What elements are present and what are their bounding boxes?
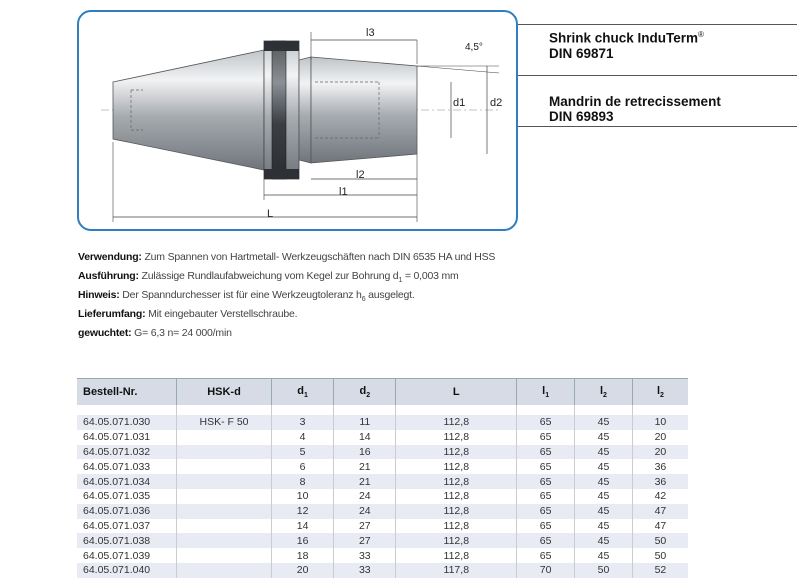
table-header-row — [77, 379, 688, 406]
table-cell: 6 — [272, 459, 334, 474]
technical-drawing-frame — [77, 10, 518, 231]
col-header: $d_2$ — [334, 379, 396, 406]
table-cell: 45 — [575, 445, 633, 460]
table-cell: 50 — [575, 563, 633, 578]
table-cell: 45 — [575, 430, 633, 445]
table-row — [77, 415, 688, 430]
table-cell: 50 — [632, 548, 688, 563]
title-divider-bottom — [518, 126, 797, 127]
table-cell: 112,8 — [396, 445, 517, 460]
dimension-l3-label: l3 — [366, 27, 375, 39]
table-cell: 64.05.071.038 — [77, 533, 177, 548]
table-row — [77, 459, 688, 474]
table-cell — [177, 489, 272, 504]
table-cell: 47 — [632, 504, 688, 519]
table-cell: 16 — [272, 533, 334, 548]
table-cell: 24 — [334, 504, 396, 519]
table-cell: 70 — [517, 563, 575, 578]
table-cell: 33 — [334, 563, 396, 578]
col-header: $l_2$ — [575, 379, 633, 406]
table-cell: 64.05.071.039 — [77, 548, 177, 563]
table-cell: 65 — [517, 533, 575, 548]
col-header: L — [396, 379, 517, 406]
taper-body — [113, 50, 264, 170]
table-cell: 24 — [334, 489, 396, 504]
product-table — [77, 378, 688, 578]
table-cell: 10 — [632, 415, 688, 430]
table-cell — [177, 563, 272, 578]
shank — [311, 57, 417, 163]
table-cell: 12 — [272, 504, 334, 519]
table-cell: 20 — [632, 445, 688, 460]
table-cell: 112,8 — [396, 489, 517, 504]
table-cell: 47 — [632, 519, 688, 534]
info-lieferumfang: Lieferumfang: Mit eingebauter Verstellschraube. — [78, 308, 298, 320]
table-cell — [177, 519, 272, 534]
title-divider-top — [518, 24, 797, 25]
table-row — [77, 489, 688, 504]
flange-groove — [272, 41, 286, 179]
table-cell: 65 — [517, 504, 575, 519]
table-cell: 64.05.071.040 — [77, 563, 177, 578]
title-divider-middle — [518, 75, 797, 76]
table-cell: 112,8 — [396, 548, 517, 563]
table-cell: 65 — [517, 445, 575, 460]
table-cell: 36 — [632, 474, 688, 489]
table-row — [77, 563, 688, 578]
table-cell: 33 — [334, 548, 396, 563]
table-cell: 3 — [272, 415, 334, 430]
table-cell: 5 — [272, 445, 334, 460]
table-cell — [177, 533, 272, 548]
info-gewuchtet: gewuchtet: G= 6,3 n= 24 000/min — [78, 327, 232, 339]
table-cell: 64.05.071.034 — [77, 474, 177, 489]
table-cell: 112,8 — [396, 459, 517, 474]
table-cell: 45 — [575, 489, 633, 504]
table-cell: 8 — [272, 474, 334, 489]
col-header: $l_2$ — [632, 379, 688, 406]
table-cell: 65 — [517, 430, 575, 445]
table-cell — [177, 445, 272, 460]
info-hinweis: Hinweis: Der Spanndurchesser ist für eine Werkzeugtoleranz $h_6$ ausgelegt. — [78, 289, 415, 304]
table-cell: 117,8 — [396, 563, 517, 578]
chuck-drawing — [79, 12, 518, 231]
table-cell: 27 — [334, 533, 396, 548]
table-row — [77, 504, 688, 519]
table-row — [77, 533, 688, 548]
table-cell: 112,8 — [396, 504, 517, 519]
table-row — [77, 519, 688, 534]
table-cell: 112,8 — [396, 519, 517, 534]
table-cell: 27 — [334, 519, 396, 534]
table-cell: 50 — [632, 533, 688, 548]
table-spacer — [77, 405, 688, 415]
table-cell: 20 — [632, 430, 688, 445]
table-cell: 64.05.071.036 — [77, 504, 177, 519]
table-cell: HSK- F 50 — [177, 415, 272, 430]
table-cell: 65 — [517, 415, 575, 430]
col-header: HSK-d — [177, 379, 272, 406]
title-english: Shrink chuck InduTerm® DIN 69871 — [549, 30, 704, 61]
table-cell: 65 — [517, 548, 575, 563]
table-cell — [177, 474, 272, 489]
table-cell: 64.05.071.035 — [77, 489, 177, 504]
table-cell — [177, 459, 272, 474]
info-verwendung: Verwendung: Zum Spannen von Hartmetall- Werkzeugschäften nach DIN 6535 HA und HSS — [78, 251, 496, 263]
dimension-l2-label: l2 — [356, 169, 365, 181]
table-cell: 64.05.071.032 — [77, 445, 177, 460]
table-cell: 65 — [517, 489, 575, 504]
table-cell: 64.05.071.030 — [77, 415, 177, 430]
table-cell: 45 — [575, 533, 633, 548]
table-cell: 64.05.071.033 — [77, 459, 177, 474]
table-cell: 18 — [272, 548, 334, 563]
table-cell: 112,8 — [396, 474, 517, 489]
info-ausfuehrung: Ausführung: Zulässige Rundlaufabweichung vom Kegel zur Bohrung $d_1 = 0,003$ mm — [78, 270, 459, 285]
title-french: Mandrin de retrecissement DIN 69893 — [549, 94, 721, 124]
table-cell: 16 — [334, 445, 396, 460]
table-cell: 14 — [334, 430, 396, 445]
table-cell: 45 — [575, 504, 633, 519]
dimension-l1-label: l1 — [339, 186, 348, 198]
table-row — [77, 430, 688, 445]
table-cell: 21 — [334, 474, 396, 489]
angle-label: 4,5° — [465, 42, 483, 53]
table-cell: 64.05.071.031 — [77, 430, 177, 445]
table-cell: 65 — [517, 519, 575, 534]
table-cell: 112,8 — [396, 533, 517, 548]
dimension-L-label: L — [267, 208, 274, 220]
table-cell: 45 — [575, 415, 633, 430]
table-cell: 14 — [272, 519, 334, 534]
table-cell: 64.05.071.037 — [77, 519, 177, 534]
col-header: $l_1$ — [517, 379, 575, 406]
dimension-d1-label: d1 — [453, 97, 466, 109]
dimension-d2-label: d2 — [490, 97, 503, 109]
table-cell: 65 — [517, 459, 575, 474]
table-cell: 52 — [632, 563, 688, 578]
table-cell: 45 — [575, 519, 633, 534]
table-cell — [177, 430, 272, 445]
table-cell: 36 — [632, 459, 688, 474]
table-cell: 45 — [575, 459, 633, 474]
table-cell: 21 — [334, 459, 396, 474]
table-cell — [177, 548, 272, 563]
table-cell: 112,8 — [396, 430, 517, 445]
table-cell: 20 — [272, 563, 334, 578]
table-cell: 10 — [272, 489, 334, 504]
table-cell: 112,8 — [396, 415, 517, 430]
col-header: $d_1$ — [272, 379, 334, 406]
table-row — [77, 445, 688, 460]
table-cell: 42 — [632, 489, 688, 504]
table-row — [77, 474, 688, 489]
table-cell: 4 — [272, 430, 334, 445]
table-cell: 45 — [575, 474, 633, 489]
table-row — [77, 548, 688, 563]
table-cell: 45 — [575, 548, 633, 563]
table-cell — [177, 504, 272, 519]
col-header: Bestell-Nr. — [77, 379, 177, 406]
table-cell: 65 — [517, 474, 575, 489]
table-cell: 11 — [334, 415, 396, 430]
